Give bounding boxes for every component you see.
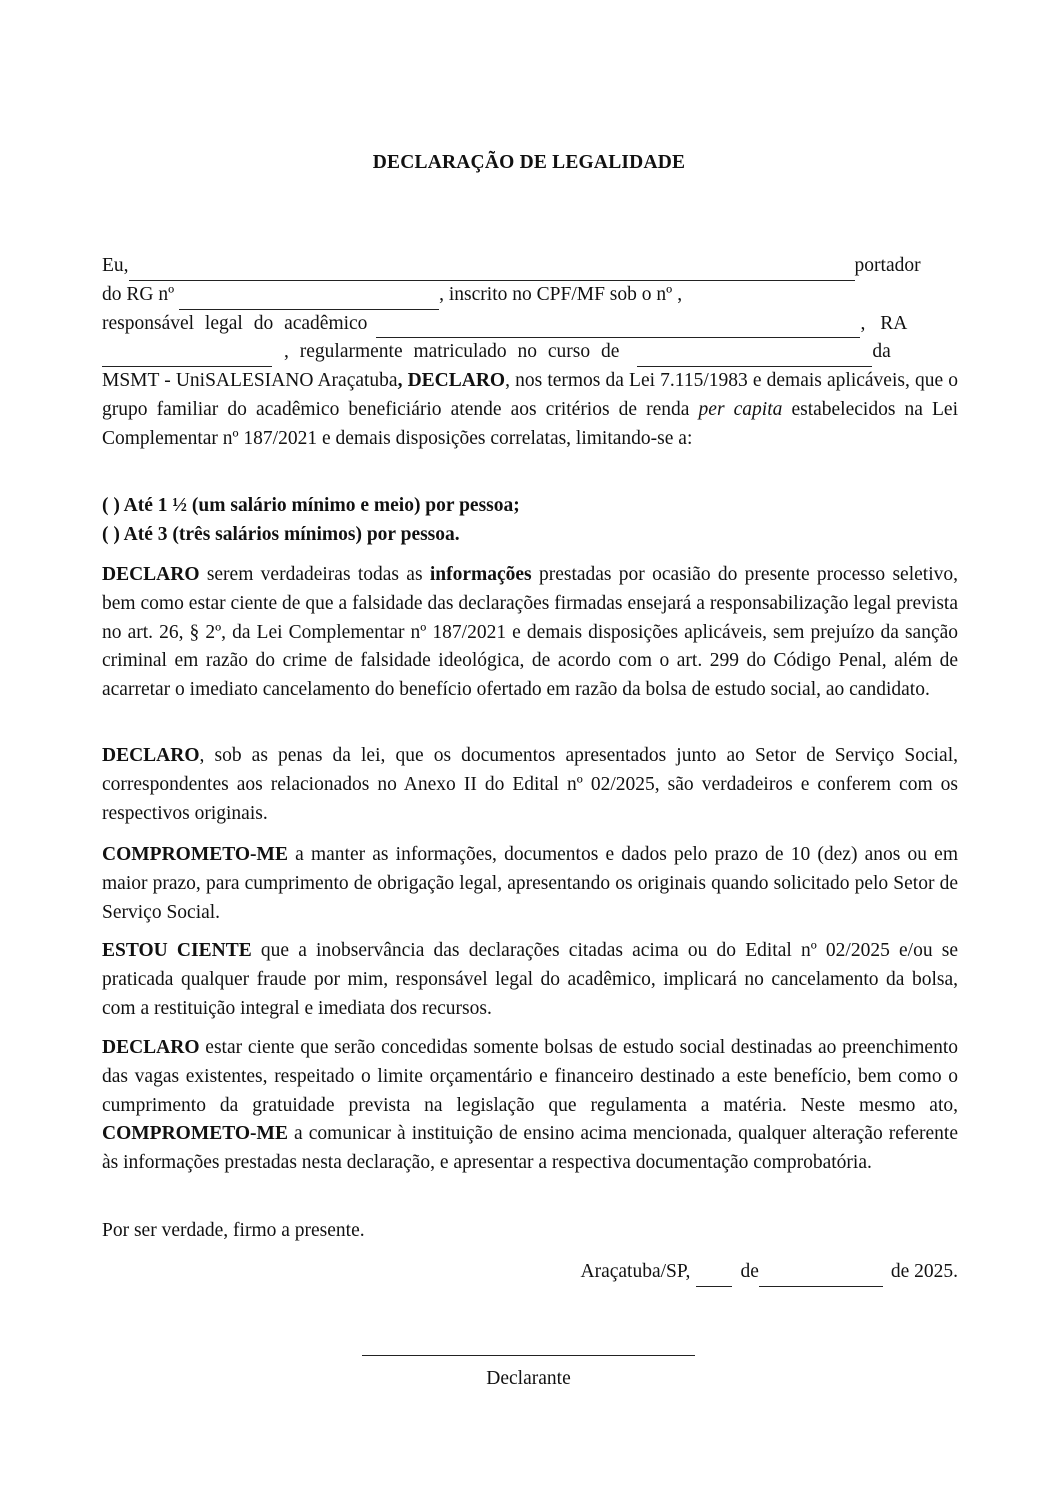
- name-field[interactable]: [129, 262, 855, 281]
- month-field[interactable]: [759, 1268, 883, 1287]
- comprometo-bold: COMPROMETO-ME: [102, 844, 288, 865]
- intro-text: responsável legal do acadêmico: [102, 312, 368, 334]
- date-text: de 2025.: [890, 1261, 958, 1282]
- intro-text: , nos termos da Lei 7.115/1983 e demais aplicáveis, que o grupo familiar do acadêmico beneficiário atende aos critérios de renda: [102, 370, 958, 420]
- date-line: [581, 1258, 959, 1287]
- intro-text: estabelecidos na Lei Complementar nº 187/2021 e demais disposições correlatas, limitando-se a:: [102, 398, 958, 449]
- signature-line[interactable]: [362, 1355, 695, 1356]
- intro-text: Eu,: [102, 255, 129, 276]
- paragraph-declaro-3: [102, 1034, 958, 1178]
- estou-ciente-bold: ESTOU CIENTE: [102, 940, 252, 961]
- signature-label: Declarante: [486, 1368, 571, 1389]
- intro-line-2: [102, 281, 958, 310]
- student-name-field[interactable]: [376, 319, 860, 338]
- informacoes-bold: informações: [429, 564, 532, 585]
- paragraph-text: prestadas por ocasião do presente processo seletivo, bem como estar ciente de que a falsidade das declarações firmadas ensejará a responsabilização legal prevista no art. 26, § 2º, da Lei Complementar nº 187/2021 e demais disposições aplicáveis, sem prejuízo da sanção criminal em razão do crime de falsidade ideológica, de acordo com o art. 299 do Código Penal, além de acarretar o imediato cancelamento do benefício ofertado em razão da bolsa de estudo social, ao candidato.: [102, 564, 958, 701]
- paragraph-declaro-2: [102, 742, 958, 828]
- paragraph-comprometo: [102, 841, 958, 927]
- intro-line-1: [102, 252, 958, 281]
- income-options: [102, 492, 958, 550]
- intro-line-3: [102, 310, 958, 339]
- intro-text: , RA: [860, 312, 908, 334]
- option-3-minimum-wages[interactable]: ( ) Até 3 (três salários mínimos) por pessoa.: [102, 523, 460, 545]
- declaro-bold: DECLARO: [407, 370, 506, 392]
- paragraph-text: que a inobservância das declarações citadas acima ou do Edital nº 02/2025 e/ou se praticada qualquer fraude por mim, responsável legal do acadêmico, implicará no cancelamento da bolsa, com a restituição integral e imediata dos recursos.: [102, 940, 959, 1019]
- comprometo-bold: COMPROMETO-ME: [102, 1123, 288, 1145]
- option-1-5-minimum-wage[interactable]: ( ) Até 1 ½ (um salário mínimo e meio) por pessoa;: [102, 495, 520, 516]
- date-place: Araçatuba/SP,: [580, 1261, 691, 1282]
- rg-field[interactable]: [179, 291, 439, 310]
- intro-line-4: [102, 338, 958, 367]
- intro-paragraph: [102, 367, 958, 453]
- closing-statement: Por ser verdade, firmo a presente.: [102, 1220, 365, 1241]
- paragraph-text: , sob as penas da lei, que os documentos apresentados junto ao Setor de Serviço Social, correspondentes aos relacionados no Anexo II do Edital nº 02/2025, são verdadeiros e conferem com os respectivos originais.: [102, 745, 958, 824]
- intro-italic: per capita: [698, 398, 783, 420]
- paragraph-text: a manter as informações, documentos e dados pelo prazo de 10 (dez) anos ou em maior prazo, para cumprimento de obrigação legal, apresentando os originais quando solicitado pelo Setor de Serviço Social.: [102, 844, 958, 923]
- date-text: de: [740, 1261, 759, 1282]
- intro-text: portador: [854, 255, 921, 276]
- declaro-bold: DECLARO: [102, 1037, 200, 1058]
- paragraph-text: a comunicar à instituição de ensino acima mencionada, qualquer alteração referente às informações prestadas nesta declaração, e apresentar a respectiva documentação comprobatória.: [102, 1123, 958, 1174]
- paragraph-declaro-1: [102, 561, 958, 705]
- intro-block: [102, 252, 958, 454]
- declaro-bold: DECLARO: [102, 564, 200, 585]
- ra-field[interactable]: [102, 348, 272, 367]
- paragraph-text: estar ciente que serão concedidas somente bolsas de estudo social destinadas ao preenchimento das vagas existentes, respeitado o limite orçamentário e financeiro destinado a este benefício, bem como o cumprimento da gratuidade prevista na legislação que regulamenta a matéria. Neste mesmo ato,: [102, 1037, 958, 1116]
- day-field[interactable]: [696, 1268, 732, 1287]
- intro-text: , regularmente matriculado no curso de: [284, 341, 620, 363]
- intro-text: da: [872, 341, 891, 363]
- course-field[interactable]: [637, 348, 872, 367]
- institution-name: MSMT - UniSALESIANO Araçatuba: [102, 370, 398, 392]
- intro-text: , inscrito no CPF/MF sob o nº: [439, 283, 673, 305]
- intro-text: ,: [397, 370, 408, 392]
- intro-text: do RG nº: [102, 283, 175, 305]
- declaro-bold: DECLARO: [102, 745, 200, 766]
- paragraph-estou-ciente: [102, 937, 958, 1023]
- intro-text: ,: [677, 283, 683, 305]
- document-title: DECLARAÇÃO DE LEGALIDADE: [372, 152, 686, 173]
- paragraph-text: serem verdadeiras todas as: [199, 564, 430, 585]
